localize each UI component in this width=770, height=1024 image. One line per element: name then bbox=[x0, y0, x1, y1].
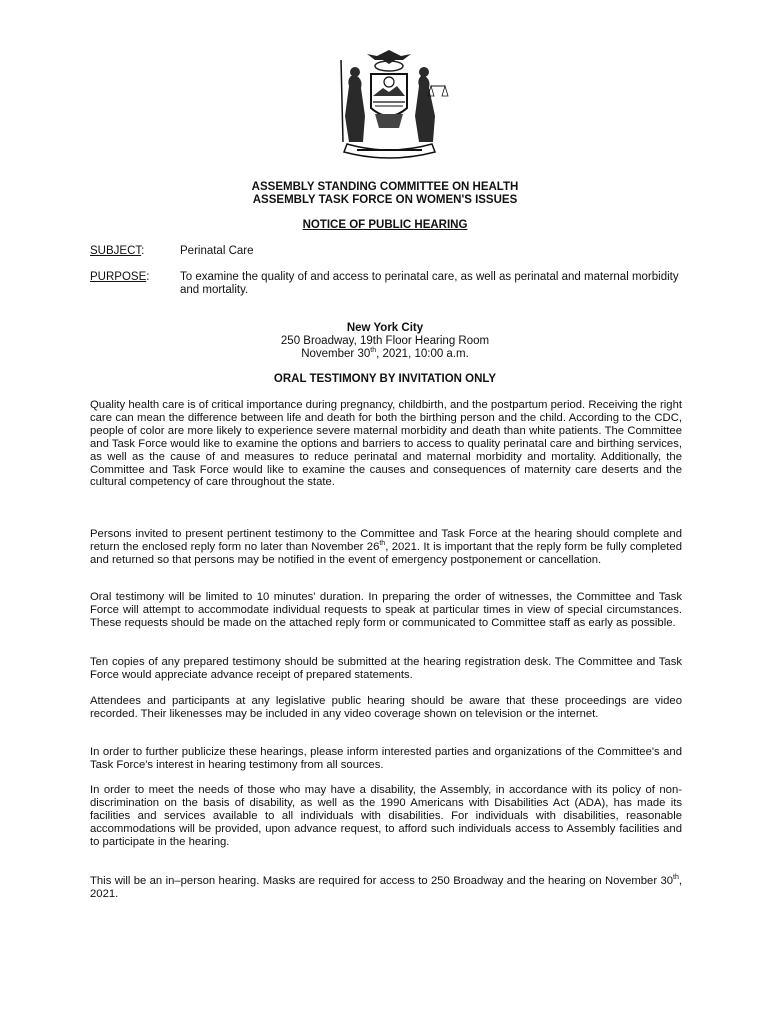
purpose-label: PURPOSE bbox=[90, 271, 147, 283]
document-page: ASSEMBLY STANDING COMMITTEE ON HEALTH ASSEMBLY TASK FORCE ON WOMEN'S ISSUES NOTICE OF PUBLIC HEARING SUBJECT: Perinatal Care PURPOSE: To examine the quality of and access to perinatal care, as well as perinatal and maternal morbidity and mortality. New York City 250 Broadway, 19th Floor Hearing Room November 30th, 2021, 10:00 a.m. ORAL TESTIMONY BY INVITATION ONLY Quality health care is of critical importance during pregnancy, childbirth, and the postpartum period. Receiving the right care can mean the difference between life and death for both the birthing person and the child. According to the CDC, people of color are more likely to experience severe maternal morbidity and death than white patients. The Committee and Task Force would like to examine the options and barriers to access to quality perinatal care and birthing services, as well as the cause of and measures to reduce perinatal and maternal morbidity and mortality. Additionally, the Committee and Task Force would like to examine the causes and consequences of maternity care deserts and the cultural competency of care throughout the state. Persons invited to present pertinent testimony to the Committee and Task Force at the hearing should complete and return the enclosed reply form no later than November 26th, 2021. It is important that the reply form be fully completed and returned so that persons may be notified in the event of emergency postponement or cancellation. Oral testimony will be limited to 10 minutes' duration. In preparing the order of witnesses, the Committee and Task Force will attempt to accommodate individual requests to speak at particular times in view of special circumstances. These requests should be made on the attached reply form or communicated to Committee staff as early as possible. Ten copies of any prepared testimony should be submitted at the hearing registration desk. The Committee and Task Force would appreciate advance receipt of prepared statements. Attendees and participants at any legislative public hearing should be aware that these proceedings are video recorded. Their likenesses may be included in any video coverage shown on television or the internet. In order to further publicize these hearings, please inform interested parties and organizations of the Committee's and Task Force's interest in hearing testimony from all sources. In order to meet the needs of those who may have a disability, the Assembly, in accordance with its policy of non-discrimination on the basis of disability, as well as the 1990 Americans with Disabilities Act (ADA), has made its facilities and services available to all individuals with disabilities. For individuals with disabilities, reasonable accommodations will be provided, upon advance request, to afford such individuals access to Assembly facilities and to participate in the hearing. This will be an in–person hearing. Masks are required for access to 250 Broadway and the hearing on November 30th, 2021. bbox=[0, 0, 770, 1024]
subject-value: Perinatal Care bbox=[180, 245, 254, 257]
new-york-state-seal-icon bbox=[327, 46, 452, 166]
hearing-date: November 30th, 2021, 10:00 a.m. bbox=[301, 347, 469, 360]
committee-title: ASSEMBLY STANDING COMMITTEE ON HEALTH bbox=[251, 181, 519, 193]
paragraph-oral-limit: Oral testimony will be limited to 10 minutes' duration. In preparing the order of witnesses, the Committee and Task Force will attempt to accommodate individual requests to speak at particular times in view of special circumstances. These requests should be made on the attached reply form or communicated to Committee staff as early as possible. bbox=[90, 591, 682, 629]
hearing-city: New York City bbox=[346, 322, 424, 334]
paragraph-in-person: This will be an in–person hearing. Masks are required for access to 250 Broadway and the hearing on November 30th, 2021. bbox=[90, 874, 682, 900]
task-force-title: ASSEMBLY TASK FORCE ON WOMEN'S ISSUES bbox=[252, 194, 518, 206]
purpose-value: To examine the quality of and access to perinatal care, as well as perinatal and maternal morbidity and mortality. bbox=[180, 271, 679, 296]
hearing-address: 250 Broadway, 19th Floor Hearing Room bbox=[280, 335, 490, 347]
paragraph-invitation: Persons invited to present pertinent testimony to the Committee and Task Force at the hearing should complete and return the enclosed reply form no later than November 26th, 2021. It is important that the reply form be fully completed and returned so that persons may be notified in the event of emergency postponement or cancellation. bbox=[90, 528, 682, 566]
paragraph-copies: Ten copies of any prepared testimony should be submitted at the hearing registration desk. The Committee and Task Force would appreciate advance receipt of prepared statements. bbox=[90, 656, 682, 681]
paragraph-quality-care: Quality health care is of critical importance during pregnancy, childbirth, and the postpartum period. Receiving the right care can mean the difference between life and death for both the birthing person and the child. According to the CDC, people of color are more likely to experience severe maternal morbidity and death than white patients. The Committee and Task Force would like to examine the options and barriers to access to quality perinatal care and birthing services, as well as the cause of and measures to reduce perinatal and maternal morbidity and mortality. Additionally, the Committee and Task Force would like to examine the causes and consequences of maternity care deserts and the cultural competency of care throughout the state. bbox=[90, 399, 682, 489]
notice-heading: NOTICE OF PUBLIC HEARING bbox=[302, 219, 468, 231]
paragraph-publicize: In order to further publicize these hearings, please inform interested parties and organizations of the Committee's and Task Force's interest in hearing testimony from all sources. bbox=[90, 746, 682, 771]
subject-label: SUBJECT bbox=[90, 245, 142, 257]
oral-testimony-heading: ORAL TESTIMONY BY INVITATION ONLY bbox=[273, 373, 497, 385]
paragraph-video: Attendees and participants at any legislative public hearing should be aware that these proceedings are video recorded. Their likenesses may be included in any video coverage shown on television or the internet. bbox=[90, 695, 682, 720]
paragraph-disability: In order to meet the needs of those who may have a disability, the Assembly, in accordance with its policy of non-discrimination on the basis of disability, as well as the 1990 Americans with Disabilities Act (ADA), has made its facilities and services available to all individuals with disabilities. For individuals with disabilities, reasonable accommodations will be provided, upon advance request, to afford such individuals access to Assembly facilities and to participate in the hearing. bbox=[90, 784, 682, 848]
